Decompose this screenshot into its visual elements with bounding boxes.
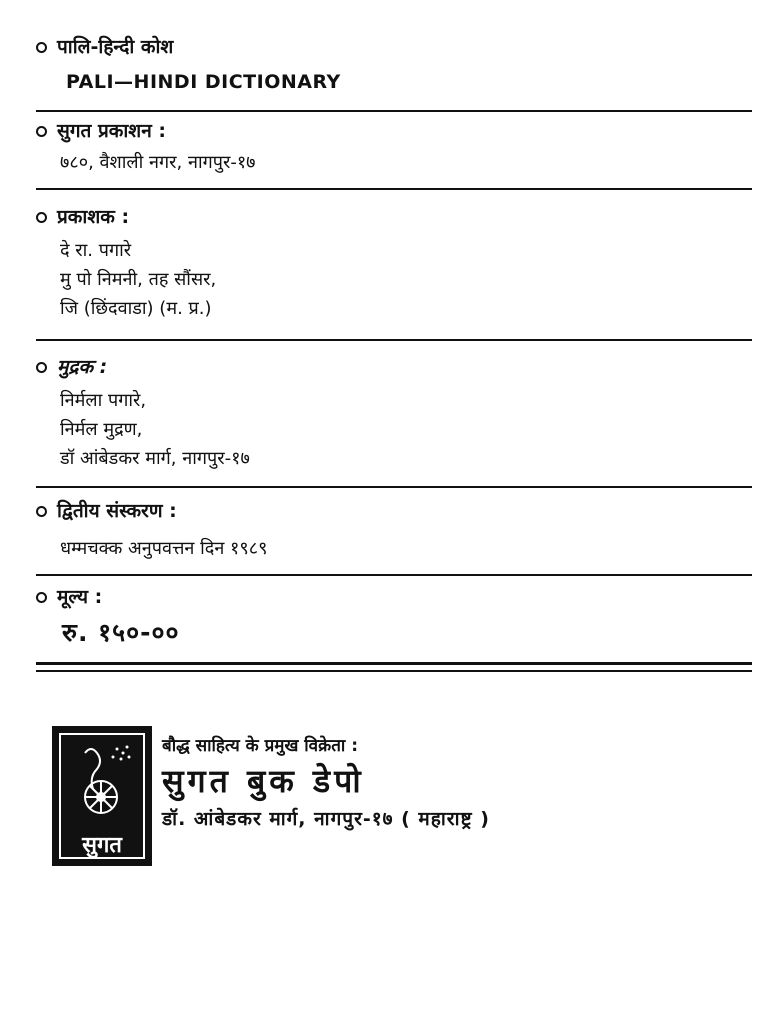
divider (36, 339, 752, 341)
publisher-line: मु पो निमनी, तह सौंसर, (60, 269, 217, 290)
publisher-section (36, 204, 752, 323)
bullet-icon (36, 506, 47, 517)
divider (36, 486, 752, 488)
seller-address: डॉ. आंबेडकर मार्ग, नागपुर-१७ ( महाराष्ट्र ) (162, 808, 490, 830)
sugat-prakashan-heading (36, 118, 752, 144)
price-value: रु. १५०-०० (62, 618, 180, 647)
title-english: PALI—HINDI DICTIONARY (66, 71, 341, 93)
bullet-icon (36, 362, 47, 373)
divider (36, 188, 752, 190)
printer-heading (36, 354, 752, 380)
sugat-prakashan-address: ७८०, वैशाली नगर, नागपुर-१७ (60, 152, 256, 173)
bullet-icon (36, 592, 47, 603)
title-hindi: पालि-हिन्दी कोश (57, 36, 174, 58)
title-section (36, 34, 752, 97)
edition-text: धम्मचक्क अनुपवत्तन दिन १९८९ (60, 538, 268, 559)
publisher-line: जि (छिंदवाडा) (म. प्र.) (60, 298, 212, 319)
seller-text (162, 734, 742, 834)
sugat-prakashan-label: सुगत प्रकाशन : (57, 120, 166, 142)
divider (36, 110, 752, 112)
bullet-icon (36, 212, 47, 223)
logo-text: सुगत (82, 833, 122, 858)
dharma-wheel-icon (67, 739, 137, 829)
printer-line: निर्मल मुद्रण, (60, 419, 143, 440)
double-divider-top (36, 662, 752, 665)
seller-tagline: बौद्ध साहित्य के प्रमुख विक्रेता : (162, 736, 359, 756)
printer-line: निर्मला पगारे, (60, 390, 147, 411)
bullet-icon (36, 42, 47, 53)
printer-line: डॉ आंबेडकर मार्ग, नागपुर-१७ (60, 448, 250, 469)
sugat-prakashan-section (36, 118, 752, 177)
printer-label: मुद्रक : (57, 356, 108, 378)
edition-section (36, 498, 752, 563)
double-divider-bottom (36, 670, 752, 672)
divider (36, 574, 752, 576)
price-heading (36, 584, 752, 610)
publisher-line: दे रा. पगारे (60, 240, 132, 261)
seller-block (52, 726, 752, 871)
bullet-icon (36, 126, 47, 137)
price-label: मूल्य : (57, 586, 103, 608)
seller-name: सुगत बुक डेपो (162, 762, 365, 800)
sugat-logo (52, 726, 152, 866)
publisher-heading (36, 204, 752, 230)
printer-section (36, 354, 752, 473)
publisher-label: प्रकाशक : (57, 206, 130, 228)
price-section (36, 584, 752, 650)
title-hindi-row (36, 34, 752, 60)
edition-label: द्वितीय संस्करण : (57, 500, 177, 522)
edition-heading (36, 498, 752, 524)
